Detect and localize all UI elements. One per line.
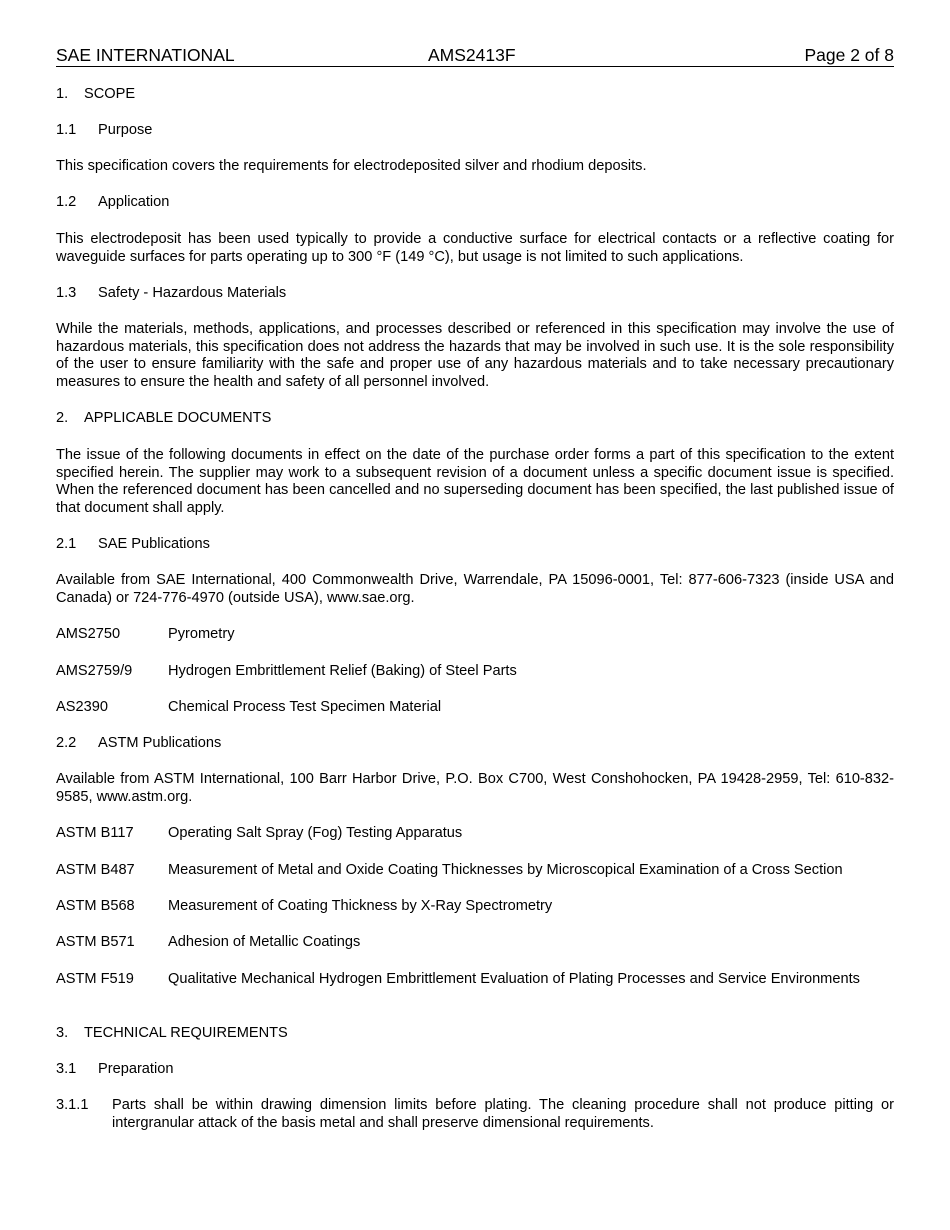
section-title: SAE Publications	[98, 536, 210, 552]
reference-code: AS2390	[56, 699, 108, 715]
reference-item	[56, 699, 894, 735]
reference-code: ASTM B568	[56, 898, 135, 914]
reference-title: Hydrogen Embrittlement Relief (Baking) of Steel Parts	[168, 663, 517, 679]
header-organization: SAE INTERNATIONAL	[56, 45, 235, 65]
paragraph-text: Parts shall be within drawing dimension limits before plating. The cleaning procedure shall not produce pitting or intergranular attack of the basis metal and shall preserve dimensional requirements.	[112, 1097, 894, 1131]
header-page-number: Page 2 of 8	[804, 45, 894, 65]
section-2-paragraph: The issue of the following documents in effect on the date of the purchase order forms a part of this specification to the extent specified herein. The supplier may work to a subsequent revision of a document unless a specific document issue is specified. When the referenced document has been cancelled and no superseding document has been specified, the last published issue of that document shall apply.	[56, 447, 894, 516]
section-title: SCOPE	[84, 86, 136, 102]
reference-item	[56, 825, 894, 861]
section-number: 3.1	[56, 1061, 77, 1077]
reference-code: ASTM B117	[56, 825, 134, 841]
reference-title: Qualitative Mechanical Hydrogen Embrittlement Evaluation of Plating Processes and Service Environments	[168, 971, 860, 987]
section-title: Purpose	[98, 122, 153, 138]
reference-title: Measurement of Metal and Oxide Coating Thicknesses by Microscopical Examination of a Cross Section	[168, 862, 843, 878]
reference-item	[56, 663, 894, 699]
section-number: 2.2	[56, 735, 77, 751]
section-number: 1.2	[56, 194, 77, 210]
reference-title: Measurement of Coating Thickness by X-Ray Spectrometry	[168, 898, 553, 914]
section-2-2-heading	[56, 735, 894, 753]
section-3-heading	[56, 1025, 894, 1043]
section-3-1-heading	[56, 1061, 894, 1079]
section-1-heading	[56, 86, 894, 104]
reference-title: Operating Salt Spray (Fog) Testing Apparatus	[168, 825, 463, 841]
reference-item	[56, 934, 894, 970]
section-title: Preparation	[98, 1061, 174, 1077]
section-1-1-paragraph: This specification covers the requirements for electrodeposited silver and rhodium deposits.	[56, 158, 647, 174]
section-title: ASTM Publications	[98, 735, 222, 751]
section-number: 1.1	[56, 122, 77, 138]
reference-item	[56, 971, 894, 1007]
section-3-1-1-paragraph	[56, 1097, 894, 1137]
reference-code: ASTM B571	[56, 934, 135, 950]
reference-code: ASTM B487	[56, 862, 135, 878]
section-2-1-paragraph: Available from SAE International, 400 Commonwealth Drive, Warrendale, PA 15096-0001, Tel: 877-606-7323 (inside USA and Canada) or 724-776-4970 (outside USA), www.sae.org.	[56, 572, 894, 606]
section-title: TECHNICAL REQUIREMENTS	[84, 1025, 288, 1041]
section-2-1-heading	[56, 536, 894, 554]
reference-code: AMS2759/9	[56, 663, 133, 679]
reference-title: Pyrometry	[168, 626, 235, 642]
header-document-number: AMS2413F	[428, 45, 516, 65]
reference-title: Adhesion of Metallic Coatings	[168, 934, 361, 950]
section-number: 3.	[56, 1025, 69, 1041]
section-title: Application	[98, 194, 170, 210]
section-number: 2.	[56, 410, 69, 426]
section-number: 1.	[56, 86, 69, 102]
reference-title: Chemical Process Test Specimen Material	[168, 699, 442, 715]
section-1-2-paragraph: This electrodeposit has been used typically to provide a conductive surface for electrical contacts or a reflective coating for waveguide surfaces for parts operating up to 300 °F (149 °C), but usage is not limited to such applications.	[56, 231, 894, 265]
section-1-3-heading	[56, 285, 894, 303]
section-1-1-heading	[56, 122, 894, 140]
section-1-2-heading	[56, 194, 894, 212]
reference-code: ASTM F519	[56, 971, 134, 987]
reference-item	[56, 626, 894, 662]
section-number: 3.1.1	[56, 1097, 89, 1113]
page-header	[56, 44, 894, 67]
section-2-2-paragraph: Available from ASTM International, 100 Barr Harbor Drive, P.O. Box C700, West Conshohocken, PA 19428-2959, Tel: 610-832-9585, www.astm.org.	[56, 771, 894, 805]
reference-item	[56, 862, 894, 898]
section-1-3-paragraph: While the materials, methods, applications, and processes described or referenced in this specification may involve the use of hazardous materials, this specification does not address the hazards that may be involved in such use. It is the sole responsibility of the user to ensure familiarity with the safe and proper use of any hazardous materials and to take necessary precautionary measures to ensure the health and safety of all personnel involved.	[56, 321, 894, 390]
section-number: 1.3	[56, 285, 77, 301]
page-header-container	[56, 44, 894, 67]
reference-code: AMS2750	[56, 626, 121, 642]
reference-item	[56, 898, 894, 934]
section-title: APPLICABLE DOCUMENTS	[84, 410, 272, 426]
section-title: Safety - Hazardous Materials	[98, 285, 287, 301]
section-number: 2.1	[56, 536, 77, 552]
section-2-heading	[56, 410, 894, 428]
